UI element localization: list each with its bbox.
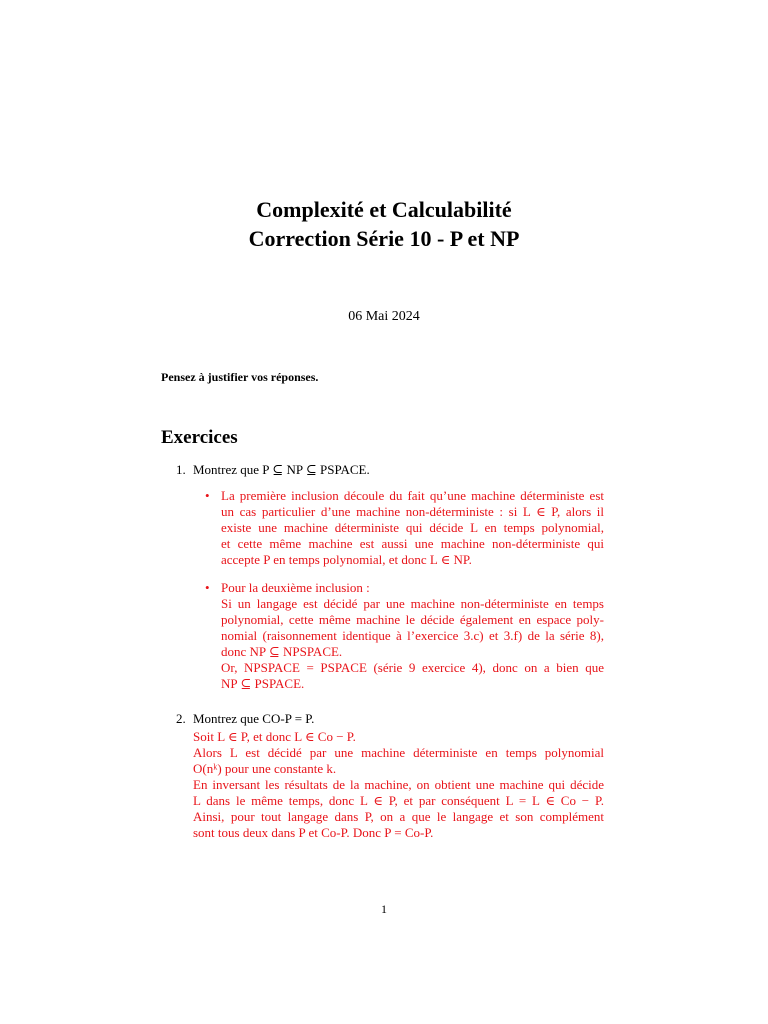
answer-1a-line: La première inclusion découle du fait qu’une machine déterministe est: [221, 488, 604, 503]
document-title-line-1: Complexité et Calculabilité: [256, 197, 512, 222]
answer-1a-line: un cas particulier d’une machine non-déterministe : si L ∈ P, alors il: [221, 504, 604, 519]
answer-2-line: L dans le même temps, donc L ∈ P, et par conséquent L = L ∈ Co − P.: [193, 793, 604, 808]
answer-2-line: Alors L est décidé par une machine déterministe en temps polynomial: [193, 745, 604, 760]
exercise-1-question: Montrez que P ⊆ NP ⊆ PSPACE.: [193, 462, 370, 477]
answer-1b-line: NP ⊆ PSPACE.: [221, 676, 305, 691]
answer-2-line: O(nᵏ) pour une constante k.: [193, 761, 337, 776]
page-number: 1: [381, 902, 387, 916]
answer-1b-line: Or, NPSPACE = PSPACE (série 9 exercice 4), donc on a bien que: [221, 660, 604, 675]
answer-1a-line: accepte P en temps polynomial, et donc L ∈ NP.: [221, 552, 472, 567]
bullet-dot-icon: •: [205, 580, 210, 595]
answer-1a-line: existe une machine déterministe qui décide L en temps polynomial,: [221, 520, 604, 535]
section-heading: Exercices: [161, 427, 238, 448]
answer-1a-line: et cette même machine est aussi une machine non-déterministe qui: [221, 536, 604, 551]
bullet-dot-icon: •: [205, 488, 210, 503]
answer-1b-line: Si un langage est décidé par une machine non-déterministe en temps: [221, 596, 604, 611]
exercise-2-number: 2.: [176, 711, 186, 726]
document-title-line-2: Correction Série 10 - P et NP: [248, 226, 520, 251]
exercise-2-question: Montrez que CO-P = P.: [193, 711, 315, 726]
answer-2-line: sont tous deux dans P et Co-P. Donc P = Co-P.: [193, 825, 434, 840]
answer-2-line: En inversant les résultats de la machine, on obtient une machine qui décide: [193, 777, 604, 792]
answer-1b-line: Pour la deuxième inclusion :: [221, 580, 370, 595]
answer-1b-line: donc NP ⊆ NPSPACE.: [221, 644, 343, 659]
answer-2-line: Ainsi, pour tout langage dans P, on a que le langage et son complément: [193, 809, 604, 824]
instruction-text: Pensez à justifier vos réponses.: [161, 370, 319, 384]
answer-1b-line: nomial (raisonnement identique à l’exercice 3.c) et 3.f) de la série 8),: [221, 628, 604, 643]
exercise-1-number: 1.: [176, 462, 186, 477]
answer-2-line: Soit L ∈ P, et donc L ∈ Co − P.: [193, 729, 356, 744]
document-date: 06 Mai 2024: [348, 309, 420, 324]
answer-1b-line: polynomial, cette même machine le décide également en espace poly-: [221, 612, 604, 627]
